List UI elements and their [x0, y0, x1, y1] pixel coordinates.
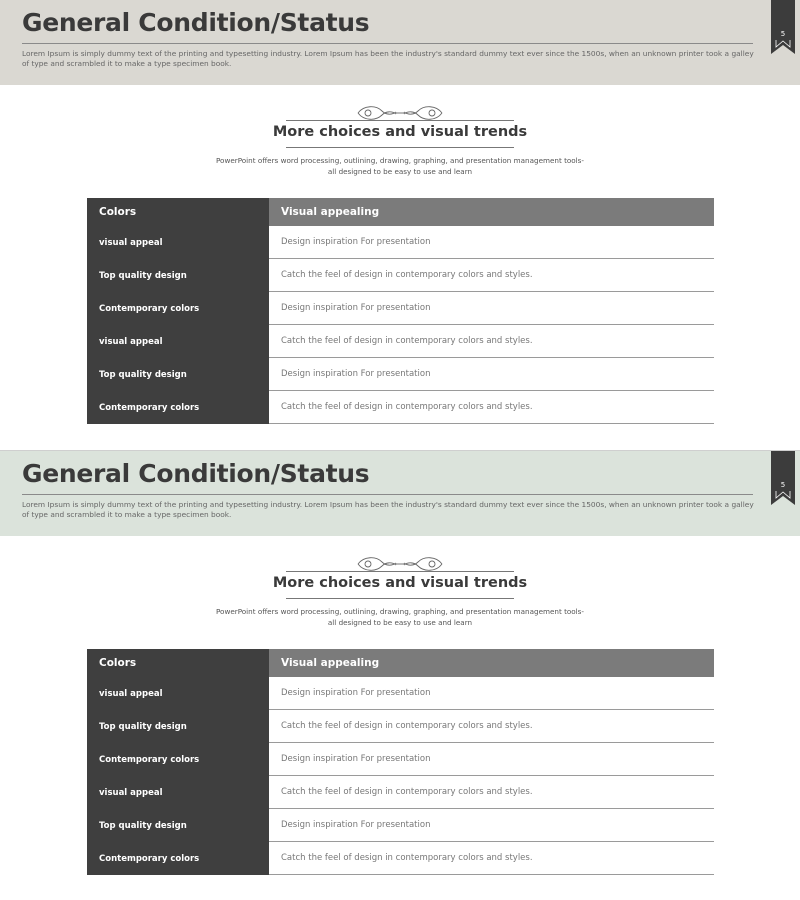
row-text: Catch the feel of design in contemporary colors and styles. — [269, 391, 714, 424]
bookmark-ribbon-icon — [771, 0, 795, 54]
heading-top-rule — [286, 571, 514, 572]
row-text: Design inspiration For presentation — [269, 809, 714, 842]
table-row — [87, 710, 714, 743]
slide-header — [0, 451, 800, 536]
description-line-1: PowerPoint offers word processing, outlining, drawing, graphing, and presentation management tools- — [215, 156, 585, 165]
row-label: Contemporary colors — [87, 842, 269, 875]
slide-header — [0, 0, 800, 85]
row-text: Catch the feel of design in contemporary colors and styles. — [269, 776, 714, 809]
row-label: visual appeal — [87, 226, 269, 259]
row-label: Top quality design — [87, 358, 269, 391]
row-label: visual appeal — [87, 325, 269, 358]
description-line-2: all designed to be easy to use and learn — [327, 167, 473, 176]
page-number: 5 — [780, 30, 786, 38]
row-text: Design inspiration For presentation — [269, 358, 714, 391]
row-label: Top quality design — [87, 259, 269, 292]
row-label: visual appeal — [87, 776, 269, 809]
row-label: Contemporary colors — [87, 743, 269, 776]
table-row — [87, 842, 714, 875]
table-body — [87, 226, 714, 424]
header-description: Lorem Ipsum is simply dummy text of the printing and typesetting industry. Lorem Ipsum has been the industry's standard dummy text ever since the 1500s, when an unknown printer took a galley of type and scrambled it to make a type specimen book. — [22, 49, 754, 68]
title-divider — [22, 43, 753, 44]
slide — [0, 450, 800, 900]
section-description — [200, 155, 600, 177]
column-header-colors: Colors — [87, 198, 269, 226]
column-header-colors: Colors — [87, 649, 269, 677]
row-text: Catch the feel of design in contemporary colors and styles. — [269, 710, 714, 743]
heading-bottom-rule — [286, 598, 514, 599]
row-text: Catch the feel of design in contemporary colors and styles. — [269, 259, 714, 292]
row-text: Catch the feel of design in contemporary colors and styles. — [269, 842, 714, 875]
section-description — [200, 606, 600, 628]
comparison-table — [87, 198, 714, 424]
section-heading: More choices and visual trends — [272, 124, 528, 140]
page-number: 5 — [780, 481, 786, 489]
row-label: visual appeal — [87, 677, 269, 710]
row-text: Design inspiration For presentation — [269, 677, 714, 710]
table-row — [87, 259, 714, 292]
row-label: Top quality design — [87, 710, 269, 743]
table-body — [87, 677, 714, 875]
slide-title: General Condition/Status — [22, 459, 370, 488]
heading-bottom-rule — [286, 147, 514, 148]
row-label: Contemporary colors — [87, 292, 269, 325]
table-header-row — [87, 198, 714, 226]
table-row — [87, 776, 714, 809]
row-label: Top quality design — [87, 809, 269, 842]
row-label: Contemporary colors — [87, 391, 269, 424]
slide-title: General Condition/Status — [22, 8, 370, 37]
row-text: Design inspiration For presentation — [269, 292, 714, 325]
header-description: Lorem Ipsum is simply dummy text of the printing and typesetting industry. Lorem Ipsum has been the industry's standard dummy text ever since the 1500s, when an unknown printer took a galley of type and scrambled it to make a type specimen book. — [22, 500, 754, 519]
description-line-1: PowerPoint offers word processing, outlining, drawing, graphing, and presentation management tools- — [215, 607, 585, 616]
table-row — [87, 325, 714, 358]
table-row — [87, 226, 714, 259]
title-divider — [22, 494, 753, 495]
row-text: Design inspiration For presentation — [269, 226, 714, 259]
table-row — [87, 358, 714, 391]
section-heading: More choices and visual trends — [272, 575, 528, 591]
column-header-visual-appealing: Visual appealing — [269, 198, 714, 226]
heading-top-rule — [286, 120, 514, 121]
table-row — [87, 677, 714, 710]
row-text: Design inspiration For presentation — [269, 743, 714, 776]
bookmark-ribbon-icon — [771, 451, 795, 505]
row-text: Catch the feel of design in contemporary colors and styles. — [269, 325, 714, 358]
column-header-visual-appealing: Visual appealing — [269, 649, 714, 677]
table-row — [87, 292, 714, 325]
description-line-2: all designed to be easy to use and learn — [327, 618, 473, 627]
table-row — [87, 743, 714, 776]
comparison-table — [87, 649, 714, 875]
table-header-row — [87, 649, 714, 677]
table-row — [87, 391, 714, 424]
table-row — [87, 809, 714, 842]
